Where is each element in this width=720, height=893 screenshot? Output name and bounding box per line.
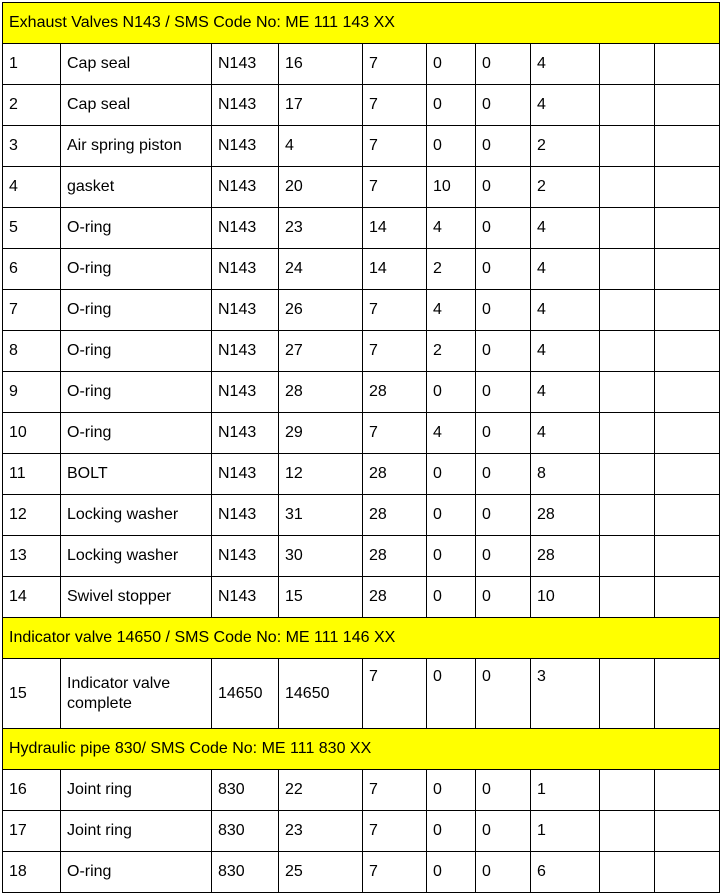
table-row xyxy=(3,85,720,126)
cell-item-no: 3 xyxy=(3,126,61,167)
cell-col-7: 0 xyxy=(476,495,531,536)
cell-col-9 xyxy=(600,659,655,729)
cell-quantity: 4 xyxy=(531,249,600,290)
cell-col-6: 2 xyxy=(427,331,476,372)
cell-item-ref: 26 xyxy=(279,290,363,331)
cell-col-7: 0 xyxy=(476,454,531,495)
cell-item-ref: 30 xyxy=(279,536,363,577)
cell-item-no: 15 xyxy=(3,659,61,729)
cell-item-ref: 23 xyxy=(279,811,363,852)
cell-col-7: 0 xyxy=(476,126,531,167)
cell-col-7: 0 xyxy=(476,208,531,249)
cell-item-no: 16 xyxy=(3,770,61,811)
cell-quantity: 3 xyxy=(531,659,600,729)
cell-col-6: 4 xyxy=(427,413,476,454)
table-row xyxy=(3,208,720,249)
cell-col-9 xyxy=(600,413,655,454)
cell-col-9 xyxy=(600,331,655,372)
cell-col-7: 0 xyxy=(476,413,531,454)
cell-description: Locking washer xyxy=(61,495,212,536)
cell-col-10 xyxy=(655,44,720,85)
cell-quantity: 4 xyxy=(531,208,600,249)
table-row xyxy=(3,331,720,372)
cell-description: Joint ring xyxy=(61,811,212,852)
cell-col-10 xyxy=(655,811,720,852)
cell-description: gasket xyxy=(61,167,212,208)
cell-col-6: 0 xyxy=(427,85,476,126)
table-row xyxy=(3,413,720,454)
cell-description: Locking washer xyxy=(61,536,212,577)
cell-col-9 xyxy=(600,852,655,893)
section-header-row xyxy=(3,729,720,770)
cell-description: Indicator valve complete xyxy=(61,659,212,729)
cell-col-5: 28 xyxy=(363,372,427,413)
cell-col-5: 28 xyxy=(363,495,427,536)
cell-col-9 xyxy=(600,770,655,811)
cell-item-no: 8 xyxy=(3,331,61,372)
cell-drawing-no: N143 xyxy=(212,331,279,372)
table-row xyxy=(3,577,720,618)
cell-item-ref: 22 xyxy=(279,770,363,811)
cell-col-7: 0 xyxy=(476,659,531,729)
cell-item-no: 4 xyxy=(3,167,61,208)
cell-col-7: 0 xyxy=(476,852,531,893)
cell-quantity: 4 xyxy=(531,44,600,85)
cell-col-6: 0 xyxy=(427,659,476,729)
cell-col-7: 0 xyxy=(476,85,531,126)
cell-item-no: 14 xyxy=(3,577,61,618)
cell-item-ref: 14650 xyxy=(279,659,363,729)
cell-col-10 xyxy=(655,126,720,167)
cell-drawing-no: N143 xyxy=(212,85,279,126)
cell-item-ref: 4 xyxy=(279,126,363,167)
cell-description: O-ring xyxy=(61,290,212,331)
cell-col-6: 0 xyxy=(427,126,476,167)
cell-col-10 xyxy=(655,85,720,126)
cell-description: Swivel stopper xyxy=(61,577,212,618)
cell-description: O-ring xyxy=(61,372,212,413)
parts-table-body xyxy=(3,3,720,893)
cell-col-9 xyxy=(600,249,655,290)
cell-col-9 xyxy=(600,290,655,331)
cell-col-7: 0 xyxy=(476,536,531,577)
cell-col-5: 7 xyxy=(363,85,427,126)
cell-quantity: 8 xyxy=(531,454,600,495)
cell-item-no: 2 xyxy=(3,85,61,126)
table-row xyxy=(3,852,720,893)
cell-quantity: 4 xyxy=(531,372,600,413)
cell-col-10 xyxy=(655,331,720,372)
cell-description: O-ring xyxy=(61,413,212,454)
cell-col-10 xyxy=(655,852,720,893)
cell-col-9 xyxy=(600,577,655,618)
cell-col-5: 7 xyxy=(363,659,427,729)
cell-item-ref: 27 xyxy=(279,331,363,372)
cell-col-6: 10 xyxy=(427,167,476,208)
cell-col-10 xyxy=(655,536,720,577)
cell-item-ref: 23 xyxy=(279,208,363,249)
cell-item-ref: 17 xyxy=(279,85,363,126)
cell-col-6: 2 xyxy=(427,249,476,290)
cell-col-7: 0 xyxy=(476,167,531,208)
cell-description: Cap seal xyxy=(61,44,212,85)
cell-col-9 xyxy=(600,167,655,208)
cell-description: Cap seal xyxy=(61,85,212,126)
cell-col-5: 7 xyxy=(363,770,427,811)
cell-col-9 xyxy=(600,85,655,126)
cell-item-ref: 24 xyxy=(279,249,363,290)
cell-quantity: 2 xyxy=(531,126,600,167)
cell-col-5: 28 xyxy=(363,536,427,577)
cell-col-9 xyxy=(600,44,655,85)
cell-col-9 xyxy=(600,536,655,577)
cell-col-10 xyxy=(655,659,720,729)
cell-item-ref: 31 xyxy=(279,495,363,536)
cell-col-5: 7 xyxy=(363,126,427,167)
cell-quantity: 4 xyxy=(531,413,600,454)
cell-col-7: 0 xyxy=(476,249,531,290)
cell-drawing-no: N143 xyxy=(212,208,279,249)
cell-quantity: 4 xyxy=(531,290,600,331)
cell-description: O-ring xyxy=(61,249,212,290)
cell-col-10 xyxy=(655,454,720,495)
cell-col-5: 7 xyxy=(363,290,427,331)
cell-col-5: 14 xyxy=(363,249,427,290)
cell-quantity: 1 xyxy=(531,770,600,811)
cell-col-9 xyxy=(600,495,655,536)
cell-col-9 xyxy=(600,372,655,413)
cell-drawing-no: N143 xyxy=(212,413,279,454)
cell-col-5: 28 xyxy=(363,454,427,495)
cell-drawing-no: N143 xyxy=(212,536,279,577)
cell-col-6: 0 xyxy=(427,770,476,811)
table-row xyxy=(3,44,720,85)
cell-item-ref: 25 xyxy=(279,852,363,893)
table-row xyxy=(3,454,720,495)
cell-quantity: 10 xyxy=(531,577,600,618)
cell-item-ref: 29 xyxy=(279,413,363,454)
cell-item-no: 5 xyxy=(3,208,61,249)
cell-col-6: 0 xyxy=(427,852,476,893)
cell-drawing-no: N143 xyxy=(212,44,279,85)
cell-col-7: 0 xyxy=(476,372,531,413)
cell-item-ref: 12 xyxy=(279,454,363,495)
cell-col-5: 7 xyxy=(363,331,427,372)
cell-quantity: 4 xyxy=(531,331,600,372)
section-header-row xyxy=(3,618,720,659)
cell-item-no: 9 xyxy=(3,372,61,413)
cell-description: Air spring piston xyxy=(61,126,212,167)
cell-item-ref: 15 xyxy=(279,577,363,618)
cell-col-10 xyxy=(655,770,720,811)
cell-col-10 xyxy=(655,167,720,208)
section-title: Exhaust Valves N143 / SMS Code No: ME 111 143 XX xyxy=(3,3,720,44)
cell-quantity: 4 xyxy=(531,85,600,126)
cell-col-5: 7 xyxy=(363,852,427,893)
cell-quantity: 6 xyxy=(531,852,600,893)
cell-col-9 xyxy=(600,126,655,167)
cell-quantity: 1 xyxy=(531,811,600,852)
table-row xyxy=(3,770,720,811)
cell-col-7: 0 xyxy=(476,811,531,852)
cell-drawing-no: N143 xyxy=(212,167,279,208)
cell-col-5: 14 xyxy=(363,208,427,249)
cell-item-ref: 28 xyxy=(279,372,363,413)
cell-col-5: 7 xyxy=(363,44,427,85)
cell-item-no: 17 xyxy=(3,811,61,852)
cell-col-10 xyxy=(655,577,720,618)
table-row xyxy=(3,811,720,852)
cell-drawing-no: N143 xyxy=(212,372,279,413)
cell-drawing-no: 830 xyxy=(212,770,279,811)
parts-table xyxy=(2,2,720,893)
cell-item-ref: 20 xyxy=(279,167,363,208)
cell-drawing-no: 830 xyxy=(212,852,279,893)
table-row xyxy=(3,126,720,167)
cell-col-7: 0 xyxy=(476,44,531,85)
table-row xyxy=(3,290,720,331)
cell-item-ref: 16 xyxy=(279,44,363,85)
cell-col-10 xyxy=(655,372,720,413)
cell-drawing-no: N143 xyxy=(212,290,279,331)
table-row xyxy=(3,167,720,208)
cell-col-7: 0 xyxy=(476,290,531,331)
cell-col-9 xyxy=(600,208,655,249)
cell-col-10 xyxy=(655,413,720,454)
cell-quantity: 28 xyxy=(531,536,600,577)
cell-drawing-no: 830 xyxy=(212,811,279,852)
cell-col-10 xyxy=(655,495,720,536)
cell-drawing-no: N143 xyxy=(212,249,279,290)
cell-col-6: 0 xyxy=(427,454,476,495)
cell-col-10 xyxy=(655,249,720,290)
cell-item-no: 12 xyxy=(3,495,61,536)
cell-quantity: 2 xyxy=(531,167,600,208)
cell-col-5: 28 xyxy=(363,577,427,618)
cell-item-no: 6 xyxy=(3,249,61,290)
table-row xyxy=(3,495,720,536)
cell-item-no: 7 xyxy=(3,290,61,331)
cell-description: O-ring xyxy=(61,331,212,372)
cell-item-no: 11 xyxy=(3,454,61,495)
cell-col-10 xyxy=(655,290,720,331)
cell-col-6: 4 xyxy=(427,208,476,249)
cell-drawing-no: N143 xyxy=(212,495,279,536)
cell-drawing-no: 14650 xyxy=(212,659,279,729)
cell-col-10 xyxy=(655,208,720,249)
cell-col-7: 0 xyxy=(476,577,531,618)
cell-col-5: 7 xyxy=(363,811,427,852)
cell-col-6: 0 xyxy=(427,577,476,618)
cell-item-no: 10 xyxy=(3,413,61,454)
cell-drawing-no: N143 xyxy=(212,454,279,495)
cell-item-no: 18 xyxy=(3,852,61,893)
cell-col-6: 0 xyxy=(427,44,476,85)
section-title: Indicator valve 14650 / SMS Code No: ME 111 146 XX xyxy=(3,618,720,659)
cell-description: Joint ring xyxy=(61,770,212,811)
table-row xyxy=(3,372,720,413)
cell-drawing-no: N143 xyxy=(212,577,279,618)
cell-description: O-ring xyxy=(61,208,212,249)
cell-col-5: 7 xyxy=(363,167,427,208)
cell-col-6: 0 xyxy=(427,495,476,536)
cell-description: O-ring xyxy=(61,852,212,893)
cell-col-6: 0 xyxy=(427,372,476,413)
cell-quantity: 28 xyxy=(531,495,600,536)
cell-col-7: 0 xyxy=(476,770,531,811)
table-row xyxy=(3,659,720,729)
cell-drawing-no: N143 xyxy=(212,126,279,167)
cell-col-6: 0 xyxy=(427,811,476,852)
cell-col-5: 7 xyxy=(363,413,427,454)
section-title: Hydraulic pipe 830/ SMS Code No: ME 111 830 XX xyxy=(3,729,720,770)
cell-col-6: 0 xyxy=(427,536,476,577)
cell-description: BOLT xyxy=(61,454,212,495)
cell-col-6: 4 xyxy=(427,290,476,331)
table-row xyxy=(3,249,720,290)
cell-col-9 xyxy=(600,454,655,495)
cell-item-no: 1 xyxy=(3,44,61,85)
cell-col-9 xyxy=(600,811,655,852)
cell-item-no: 13 xyxy=(3,536,61,577)
section-header-row xyxy=(3,3,720,44)
cell-col-7: 0 xyxy=(476,331,531,372)
table-row xyxy=(3,536,720,577)
